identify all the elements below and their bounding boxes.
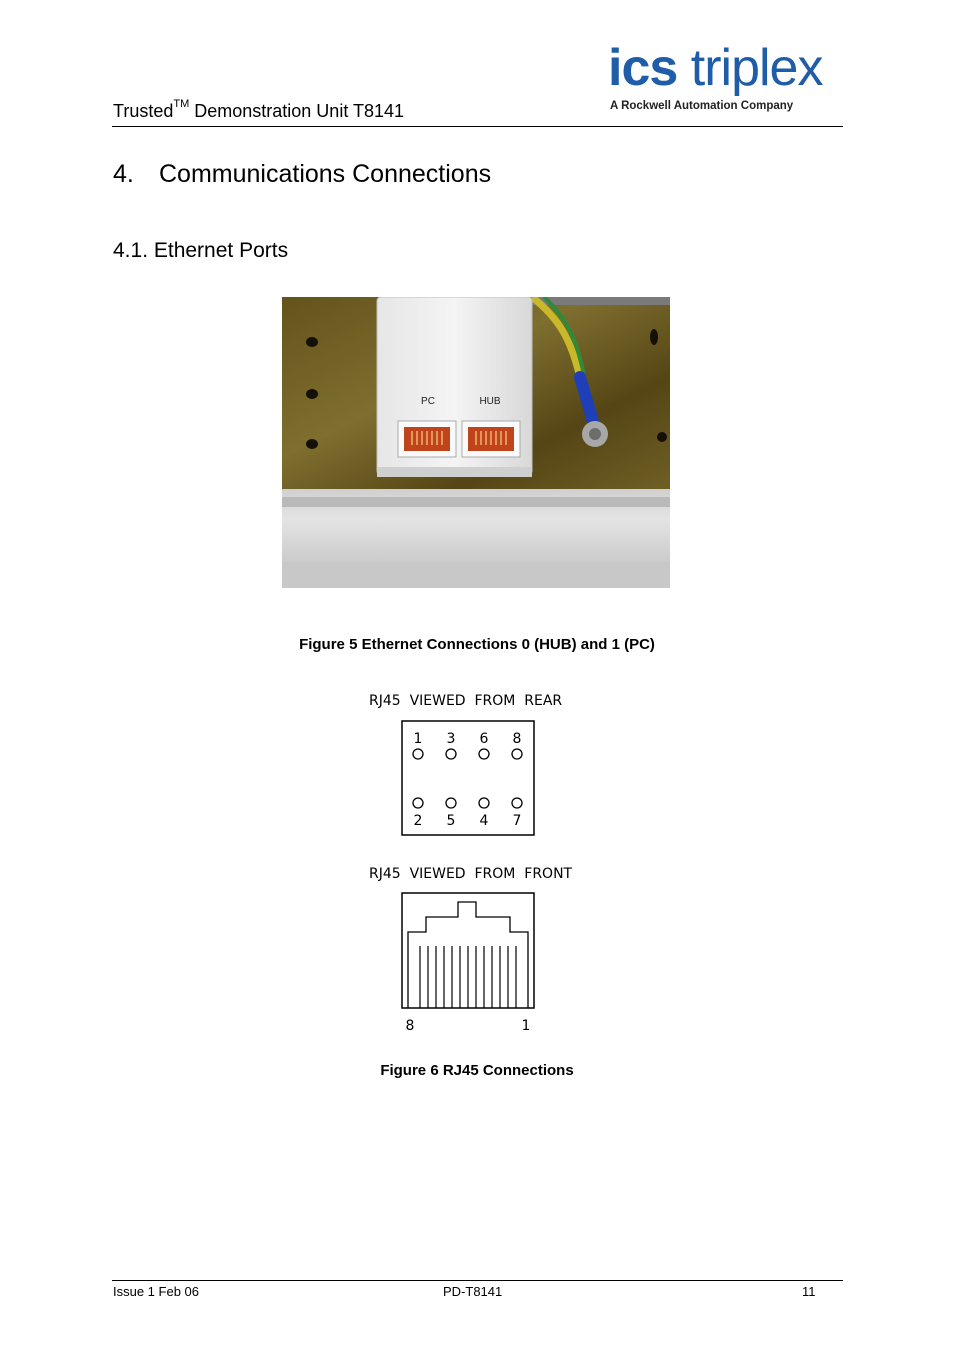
figure-5-caption: Figure 5 Ethernet Connections 0 (HUB) and 1 (PC) bbox=[299, 636, 655, 653]
pc-port bbox=[398, 421, 456, 457]
ethernet-ports-photo bbox=[282, 297, 670, 588]
rear-pin-label: 4 bbox=[479, 813, 489, 829]
footer-issue: Issue 1 Feb 06 bbox=[113, 1284, 199, 1299]
rear-pin-label: 2 bbox=[413, 813, 423, 829]
rear-pin-label: 7 bbox=[512, 813, 522, 829]
rear-pin-hole bbox=[512, 798, 522, 808]
rj45-front-title: RJ45 VIEWED FROM FRONT bbox=[369, 866, 573, 882]
section-heading: 4. Communications Connections bbox=[113, 160, 492, 188]
rear-pin-label: 3 bbox=[446, 731, 456, 747]
front-pin-label-1: 1 bbox=[521, 1018, 531, 1034]
rj45-rear-title: RJ45 VIEWED FROM REAR bbox=[369, 693, 563, 709]
rj45-contacts bbox=[420, 946, 516, 1008]
trademark-sup: TM bbox=[173, 98, 190, 110]
rear-pin-hole bbox=[479, 798, 489, 808]
rear-pin-label: 8 bbox=[512, 731, 522, 747]
header-rule bbox=[112, 126, 843, 127]
footer-rule bbox=[112, 1280, 843, 1281]
logo-tagline: A Rockwell Automation Company bbox=[610, 100, 794, 112]
pc-port-label: PC bbox=[421, 396, 435, 407]
rear-pin-hole bbox=[446, 749, 456, 759]
rear-pin-hole bbox=[413, 798, 423, 808]
rear-pin-hole bbox=[479, 749, 489, 759]
hub-port bbox=[462, 421, 520, 457]
figure-6-caption: Figure 6 RJ45 Connections bbox=[380, 1062, 574, 1079]
hub-port-label: HUB bbox=[479, 396, 501, 407]
rear-pin-label: 5 bbox=[446, 813, 456, 829]
company-logo bbox=[608, 40, 844, 120]
footer-doc-id: PD-T8141 bbox=[443, 1284, 503, 1299]
rear-pin-label: 1 bbox=[413, 731, 423, 747]
subsection-heading: 4.1. Ethernet Ports bbox=[113, 239, 289, 262]
rear-pin-label: 6 bbox=[479, 731, 489, 747]
footer-page-number: 11 bbox=[802, 1284, 816, 1299]
rear-pin-hole bbox=[512, 749, 522, 759]
document-header-title: Trusted™ Demonstration Unit T8141 bbox=[113, 98, 405, 121]
logo-ics-text: ics bbox=[608, 39, 678, 97]
front-pin-label-8: 8 bbox=[405, 1018, 415, 1034]
logo-triplex-text: triplex bbox=[690, 39, 823, 97]
rj45-connections-diagram bbox=[360, 684, 590, 1039]
rear-pin-hole bbox=[413, 749, 423, 759]
rear-pin-hole bbox=[446, 798, 456, 808]
